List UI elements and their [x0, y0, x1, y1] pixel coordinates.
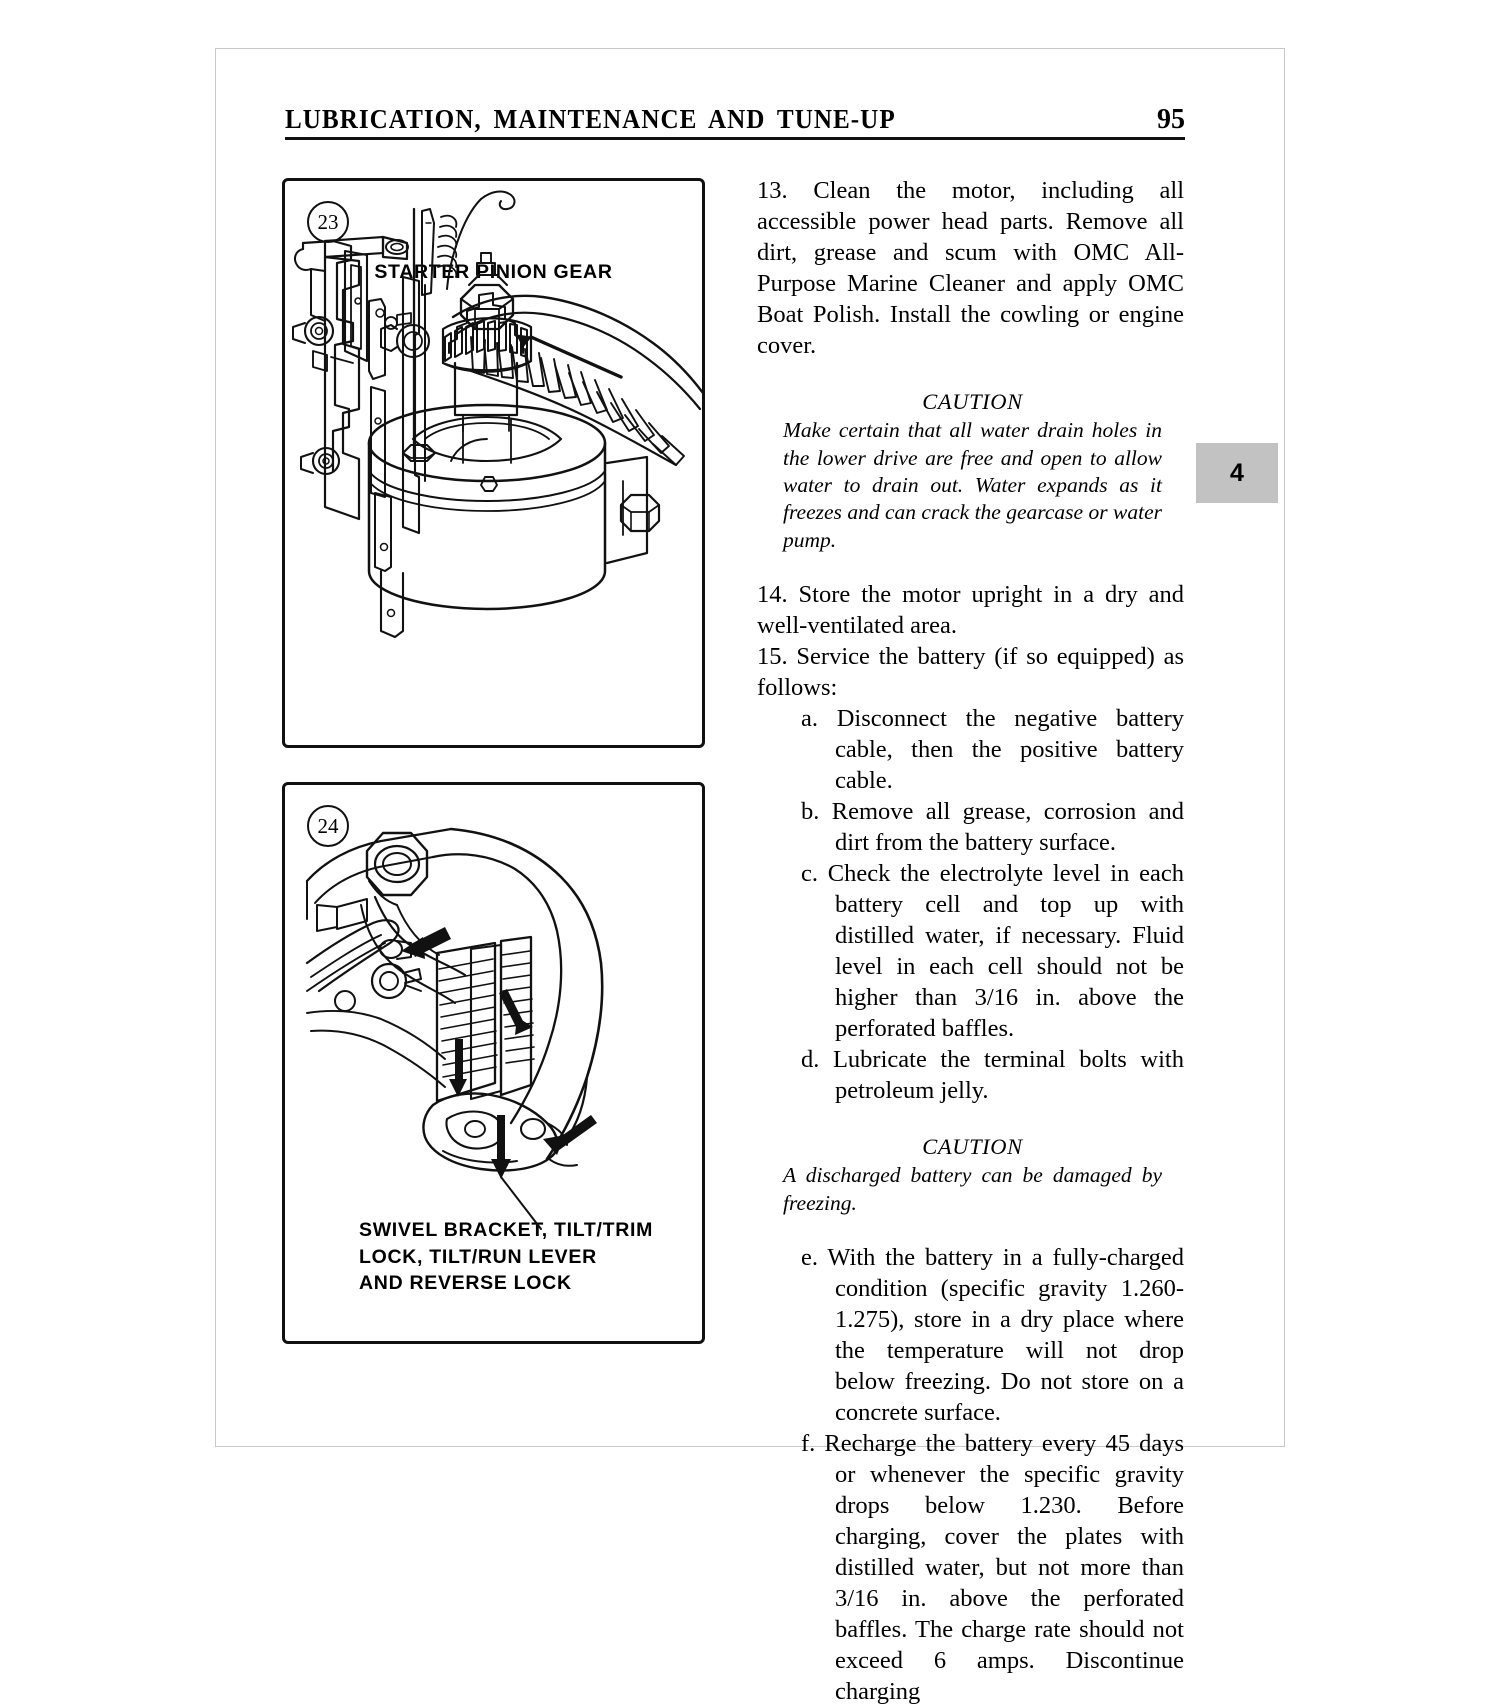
- figure-24-caption-line-2: LOCK, TILT/RUN LEVER: [359, 1245, 597, 1268]
- page-title: LUBRICATION, MAINTENANCE AND TUNE-UP: [285, 104, 896, 134]
- chapter-tab-number: 4: [1230, 458, 1244, 487]
- caution-1-title: CAUTION: [922, 388, 1023, 414]
- step-15-item-e: e. With the battery in a fully-charged condition (specific gravity 1.260-1.275), store in a dry place where the temperature will not drop below freezing. Do not store on a concrete surface.: [801, 1243, 1184, 1426]
- figure-24: [282, 782, 705, 1344]
- caution-2-text: A discharged battery can be damaged by freezing.: [783, 1163, 1162, 1215]
- step-15-item-c: c. Check the electrolyte level in each battery cell and top up with distilled water, if necessary. Fluid level in each cell should not be higher than 3/16 in. above the perforated baffles.: [801, 859, 1184, 1042]
- figure-23: [282, 178, 705, 748]
- swivel-bracket-illustration: [285, 785, 705, 1344]
- figure-24-caption-line-1: SWIVEL BRACKET, TILT/TRIM: [359, 1219, 654, 1241]
- figure-number-24: 24: [317, 813, 339, 838]
- step-15-item-a: a. Disconnect the negative battery cable, then the positive battery cable.: [801, 704, 1184, 794]
- figure-number-23: 23: [317, 209, 339, 234]
- step-15-paragraph: 15. Service the battery (if so equipped) as follows:: [757, 642, 1184, 701]
- figure-24-caption-line-3: AND REVERSE LOCK: [359, 1272, 572, 1295]
- caution-block-2: [757, 1133, 1184, 1217]
- body-text-column: [757, 176, 1184, 1708]
- header-rule: [285, 137, 1185, 140]
- step-15-item-f: f. Recharge the battery every 45 days or whenever the specific gravity drops below 1.230. Before charging, cover the plates with distilled water, but not more than 3/16 in. above the perforated baffles. The charge rate should not exceed 6 amps. Discontinue charging: [801, 1429, 1184, 1705]
- caution-1-text: Make certain that all water drain holes in the lower drive are free and open to allow water to drain out. Water expands as it freezes and can crack the gearcase or water pump.: [783, 418, 1162, 552]
- starter-pinion-gear-illustration: [285, 181, 705, 748]
- figure-23-caption-line-1: STARTER PINION GEAR: [374, 261, 613, 283]
- step-13-paragraph: 13. Clean the motor, including all accessible power head parts. Remove all dirt, grease and scum with OMC All-Purpose Marine Cleaner and apply OMC Boat Polish. Install the cowling or engine cover.: [757, 177, 1184, 359]
- chapter-tab-marker: [1196, 443, 1278, 503]
- page-number: 95: [1157, 104, 1185, 135]
- step-15-item-d: d. Lubricate the terminal bolts with petroleum jelly.: [801, 1045, 1184, 1104]
- step-15-item-b: b. Remove all grease, corrosion and dirt from the battery surface.: [801, 797, 1184, 856]
- step-14-paragraph: 14. Store the motor upright in a dry and well-ventilated area.: [757, 580, 1184, 639]
- caution-2-title: CAUTION: [922, 1133, 1023, 1159]
- caution-block-1: [757, 388, 1184, 554]
